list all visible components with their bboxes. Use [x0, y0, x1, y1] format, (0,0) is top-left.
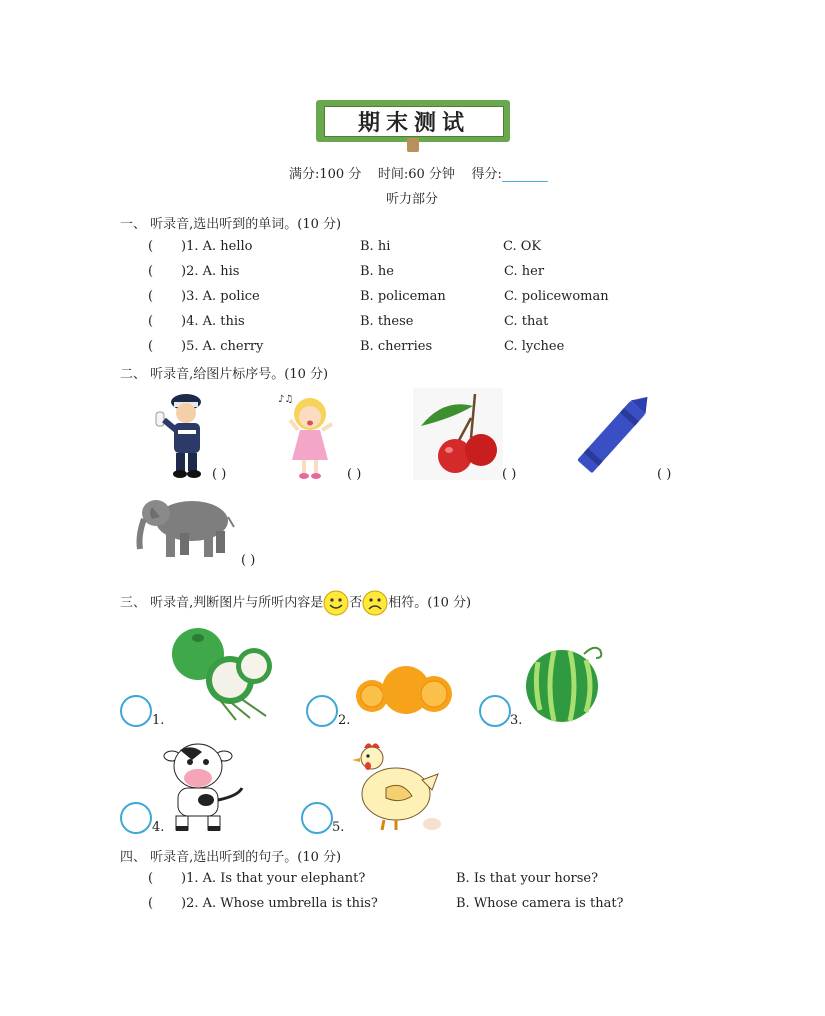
crayon-icon — [566, 386, 662, 482]
option-c: C. policewoman — [504, 289, 609, 304]
option-b: B. these — [360, 314, 414, 329]
option-c: C. that — [504, 314, 549, 329]
title-banner — [316, 100, 510, 142]
section4-heading: 四、 听录音,选出听到的句子。(10 分) — [120, 850, 342, 865]
section2-heading: 二、 听录音,给图片标序号。(10 分) — [120, 367, 329, 382]
question-1: )1. A. hello — [181, 239, 253, 254]
item-label-3: 3. — [510, 713, 523, 728]
option-c: C. lychee — [504, 339, 565, 354]
sentence-question-1: )1. A. Is that your elephant? — [181, 871, 366, 886]
item-label-5: 5. — [332, 820, 345, 835]
banner-tag-icon — [407, 138, 419, 152]
section3-heading — [120, 590, 471, 616]
policeman-icon — [148, 390, 210, 480]
question-5: )5. A. cherry — [181, 339, 264, 354]
answer-circle-4[interactable] — [120, 802, 152, 834]
option-b: B. cherries — [360, 339, 433, 354]
answer-paren[interactable]: ( — [148, 339, 154, 354]
item-label-2: 2. — [338, 713, 351, 728]
full-score: 满分:100 分 — [289, 167, 362, 182]
answer-paren-5[interactable]: ( ) — [241, 553, 256, 568]
score-blank[interactable] — [502, 167, 548, 182]
answer-paren-2[interactable]: ( ) — [347, 467, 362, 482]
sentence-option-b: B. Whose camera is that? — [456, 896, 624, 911]
elephant-icon — [130, 493, 234, 561]
section3-heading-part3: 相符。(10 分) — [388, 595, 472, 611]
part-title: 听力部分 — [386, 192, 439, 207]
answer-circle-2[interactable] — [306, 695, 338, 727]
sentence-question-2: )2. A. Whose umbrella is this? — [181, 896, 378, 911]
time-limit: 时间:60 分钟 — [377, 167, 455, 182]
answer-paren-3[interactable]: ( ) — [502, 467, 517, 482]
question-3: )3. A. police — [181, 289, 260, 304]
answer-paren[interactable]: ( — [148, 314, 154, 329]
answer-paren-4[interactable]: ( ) — [657, 467, 672, 482]
answer-paren[interactable]: ( — [148, 871, 154, 886]
item-label-4: 4. — [152, 820, 165, 835]
question-4: )4. A. this — [181, 314, 245, 329]
score-label: 得分: — [471, 167, 502, 182]
answer-paren[interactable]: ( — [148, 239, 154, 254]
cherries-icon — [413, 388, 503, 480]
option-b: B. policeman — [360, 289, 446, 304]
watermelon-icon — [524, 638, 610, 724]
sad-face-icon — [362, 590, 388, 616]
option-c: C. OK — [503, 239, 542, 254]
answer-paren[interactable]: ( — [148, 896, 154, 911]
orange-icon — [354, 664, 454, 716]
smile-face-icon — [323, 590, 349, 616]
item-label-1: 1. — [152, 713, 165, 728]
answer-circle-5[interactable] — [301, 802, 333, 834]
answer-paren[interactable]: ( — [148, 289, 154, 304]
section3-heading-part2: 否 — [349, 595, 363, 611]
section3-heading-part1: 三、 听录音,判断图片与所听内容是 — [120, 595, 324, 611]
answer-circle-1[interactable] — [120, 695, 152, 727]
option-b: B. he — [360, 264, 394, 279]
score-info — [289, 163, 548, 182]
sentence-option-b: B. Is that your horse? — [456, 871, 599, 886]
hen-icon — [352, 740, 444, 834]
option-c: C. her — [504, 264, 545, 279]
option-b: B. hi — [360, 239, 391, 254]
answer-circle-3[interactable] — [479, 695, 511, 727]
question-2: )2. A. his — [181, 264, 240, 279]
cow-icon — [162, 740, 248, 836]
singing-girl-icon — [278, 390, 338, 480]
answer-paren-1[interactable]: ( ) — [212, 467, 227, 482]
page-title: 期末测试 — [324, 106, 504, 137]
section1-heading: 一、 听录音,选出听到的单词。(10 分) — [120, 217, 342, 232]
coconut-icon — [170, 622, 276, 722]
answer-paren[interactable]: ( — [148, 264, 154, 279]
svg-text:♪♫: ♪♫ — [278, 394, 294, 405]
